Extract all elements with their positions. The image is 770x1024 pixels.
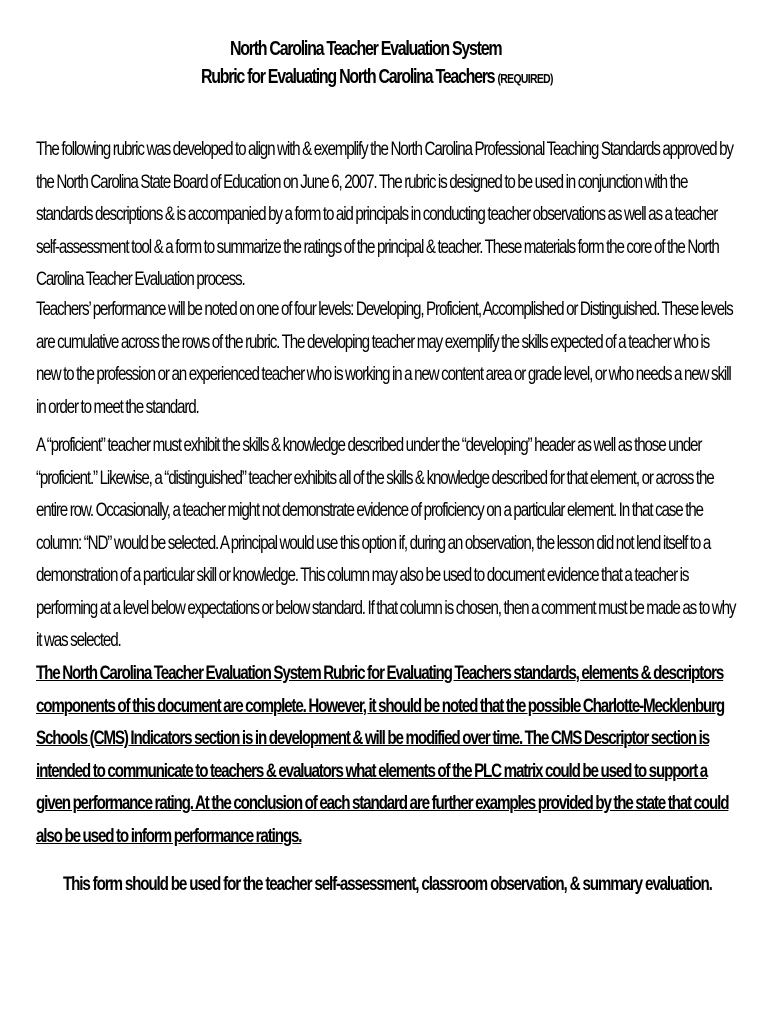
proficient-paragraph: A “proficient” teacher must exhibit the skills & knowledge described under the “developing” header as well as those under “proficient.” Likewise, a “distinguished” teacher exhibits all of the skills & knowledge described for that element, or across the entire row. Occasionally, a teacher might not demonstrate evidence of proficiency on a particular element. In that case the column: “ND” would be selected. A principal would use this option if, during an observation, the lesson did not lend itself to a demonstration of a particular skill or knowledge. This column may also be used to document evidence that a teacher is performing at a level below expectations or below standard. If that column is chosen, then a comment must be made as to why it was selected. (36, 435, 736, 651)
intro-paragraph: The following rubric was developed to align with & exemplify the North Carolina Professional Teaching Standards approved by the North Carolina State Board of Education on June 6, 2007. The rubric is designed to be used in conjunction with the standards descriptions & is accompanied by a form to aid principals in conducting teacher observations as well as a teacher self-assessment tool & a form to summarize the ratings of the principal & teacher. These materials form the core of the North Carolina Teacher Evaluation process. (36, 139, 733, 290)
cms-note-paragraph: The North Carolina Teacher Evaluation System Rubric for Evaluating Teachers standards, elements & descriptors components of this document are complete. However, it should be noted that the possible Charlotte-Mecklenburg Schools (CMS) Indicators section is in development & will be modified over time. The CMS Descriptor section is intended to communicate to teachers & evaluators what elements of the PLC matrix could be used to support a given performance rating. At the conclusion of each standard are further examples provided by the state that could also be used to inform performance ratings. (36, 663, 729, 847)
document-title: North Carolina Teacher Evaluation System (230, 38, 502, 60)
subtitle-text: Rubric for Evaluating North Carolina Teachers (201, 66, 498, 88)
required-label: (REQUIRED) (497, 71, 553, 86)
document-subtitle (201, 66, 553, 89)
performance-levels-paragraph: Teachers’ performance will be noted on one of four levels: Developing, Proficient, Accomplished or Distinguished. These levels are cumulative across the rows of the rubric. The developing teacher may exemplify the skills expected of a teacher who is new to the profession or an experienced teacher who is working in a new content area or grade level, or who needs a new skill in order to meet the standard. (36, 299, 733, 418)
document-body (36, 134, 736, 854)
usage-note: This form should be used for the teacher self-assessment, classroom observation, & summary evaluation. (63, 874, 712, 895)
